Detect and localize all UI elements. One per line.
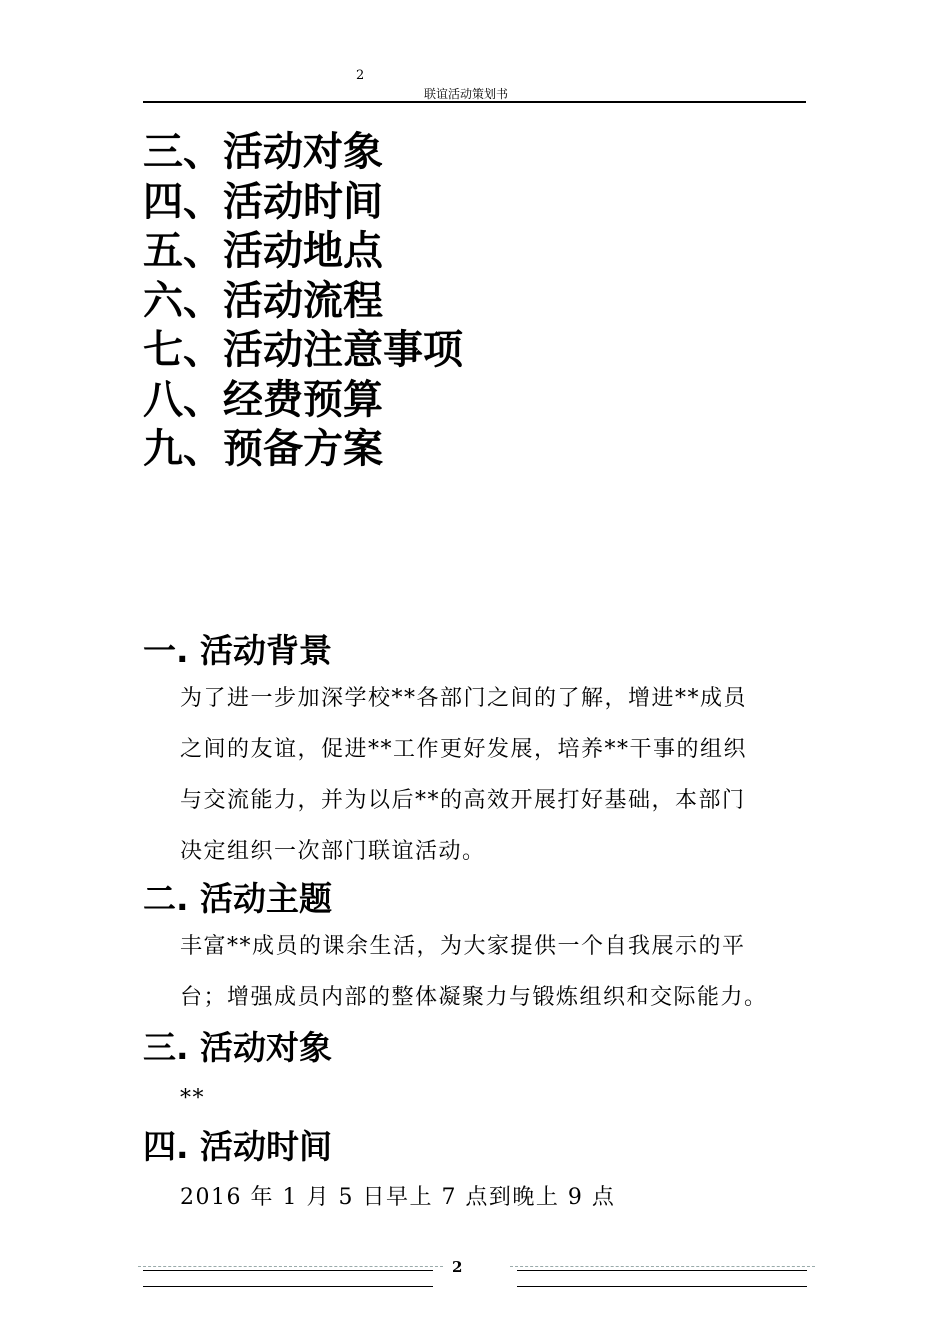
toc-item: 四、活动时间	[143, 178, 383, 225]
toc-item: 七、活动注意事项	[143, 327, 463, 373]
footer-rule-left-bottom	[143, 1286, 433, 1287]
toc-item: 三、活动对象	[143, 129, 383, 175]
paragraph-line: 之间的友谊，促进**工作更好发展，培养**干事的组织	[180, 737, 748, 762]
header-page-number: 2	[356, 68, 365, 83]
paragraph-line: 丰富**成员的课余生活，为大家提供一个自我展示的平	[180, 934, 746, 959]
header-title: 联谊活动策划书	[424, 87, 509, 101]
paragraph-line: **	[180, 1086, 205, 1111]
footer-page-number: 2	[452, 1258, 463, 1276]
paragraph-line: 台；增强成员内部的整体凝聚力与锻炼组织和交际能力。	[180, 985, 768, 1010]
section-heading-target: 三. 活动对象	[143, 1028, 333, 1067]
toc-item: 五、活动地点	[143, 228, 383, 274]
footer-rule-left	[143, 1270, 433, 1271]
section-heading-theme: 二. 活动主题	[143, 879, 333, 918]
section-heading-background: 一. 活动背景	[143, 631, 333, 670]
toc-list	[143, 128, 463, 475]
section-body-theme	[180, 921, 810, 1023]
footer-rule-left-dotted	[138, 1266, 443, 1267]
section-body-target	[180, 1073, 810, 1124]
paragraph-line: 决定组织一次部门联谊活动。	[180, 839, 486, 864]
paragraph-line: 为了进一步加深学校**各部门之间的了解，增进**成员	[180, 686, 748, 711]
toc-item: 八、经费预算	[143, 376, 383, 423]
footer-rule-right-dotted	[510, 1266, 815, 1267]
paragraph-line: 2016 年 1 月 5 日早上 7 点到晚上 9 点	[180, 1185, 616, 1210]
toc-item: 九、预备方案	[143, 426, 383, 472]
footer-rule-right-bottom	[517, 1286, 807, 1287]
paragraph-line: 与交流能力，并为以后**的高效开展打好基础，本部门	[180, 788, 746, 813]
section-body-time	[180, 1172, 810, 1223]
toc-item: 六、活动流程	[143, 277, 383, 324]
section-body-background	[180, 673, 810, 877]
header-rule	[143, 101, 806, 103]
footer-rule-right	[517, 1270, 807, 1271]
section-heading-time: 四. 活动时间	[143, 1127, 333, 1166]
